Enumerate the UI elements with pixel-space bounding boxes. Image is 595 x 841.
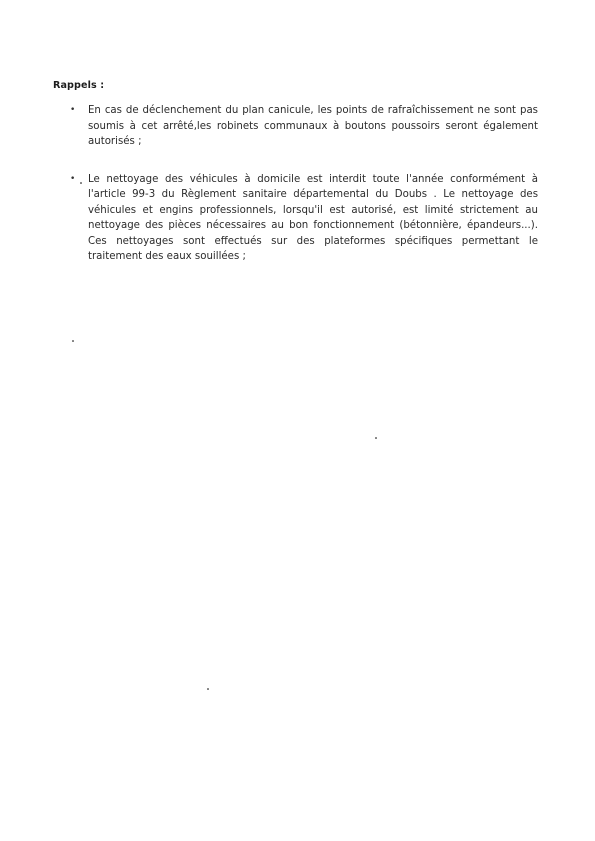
scan-speck bbox=[72, 340, 74, 342]
section-heading: Rappels : bbox=[53, 80, 105, 91]
list-item bbox=[70, 172, 538, 265]
bullet-icon: • bbox=[70, 173, 76, 184]
list-item-text: En cas de déclenchement du plan canicule, les points de rafraîchissement ne sont pas soumis à cet arrêté,les robinets communaux à boutons poussoirs seront également autorisés ; bbox=[88, 105, 538, 147]
list-item-text: Le nettoyage des véhicules à domicile est interdit toute l'année conformément à l'article 99-3 du Règlement sanitaire départemental du Doubs . Le nettoyage des véhicules et engins professionnels, lorsqu'il est autorisé, est limité strictement au nettoyage des pièces nécessaires au bon fonctionnement (bétonnière, épandeurs...). Ces nettoyages sont effectués sur des plateformes spécifiques permettant le traitement des eaux souillées ; bbox=[88, 173, 538, 262]
list-item bbox=[70, 103, 538, 150]
reminder-list bbox=[70, 103, 538, 287]
scan-speck bbox=[207, 688, 209, 690]
scan-speck bbox=[375, 437, 377, 439]
bullet-icon: • bbox=[70, 105, 76, 115]
scan-speck bbox=[80, 182, 82, 184]
